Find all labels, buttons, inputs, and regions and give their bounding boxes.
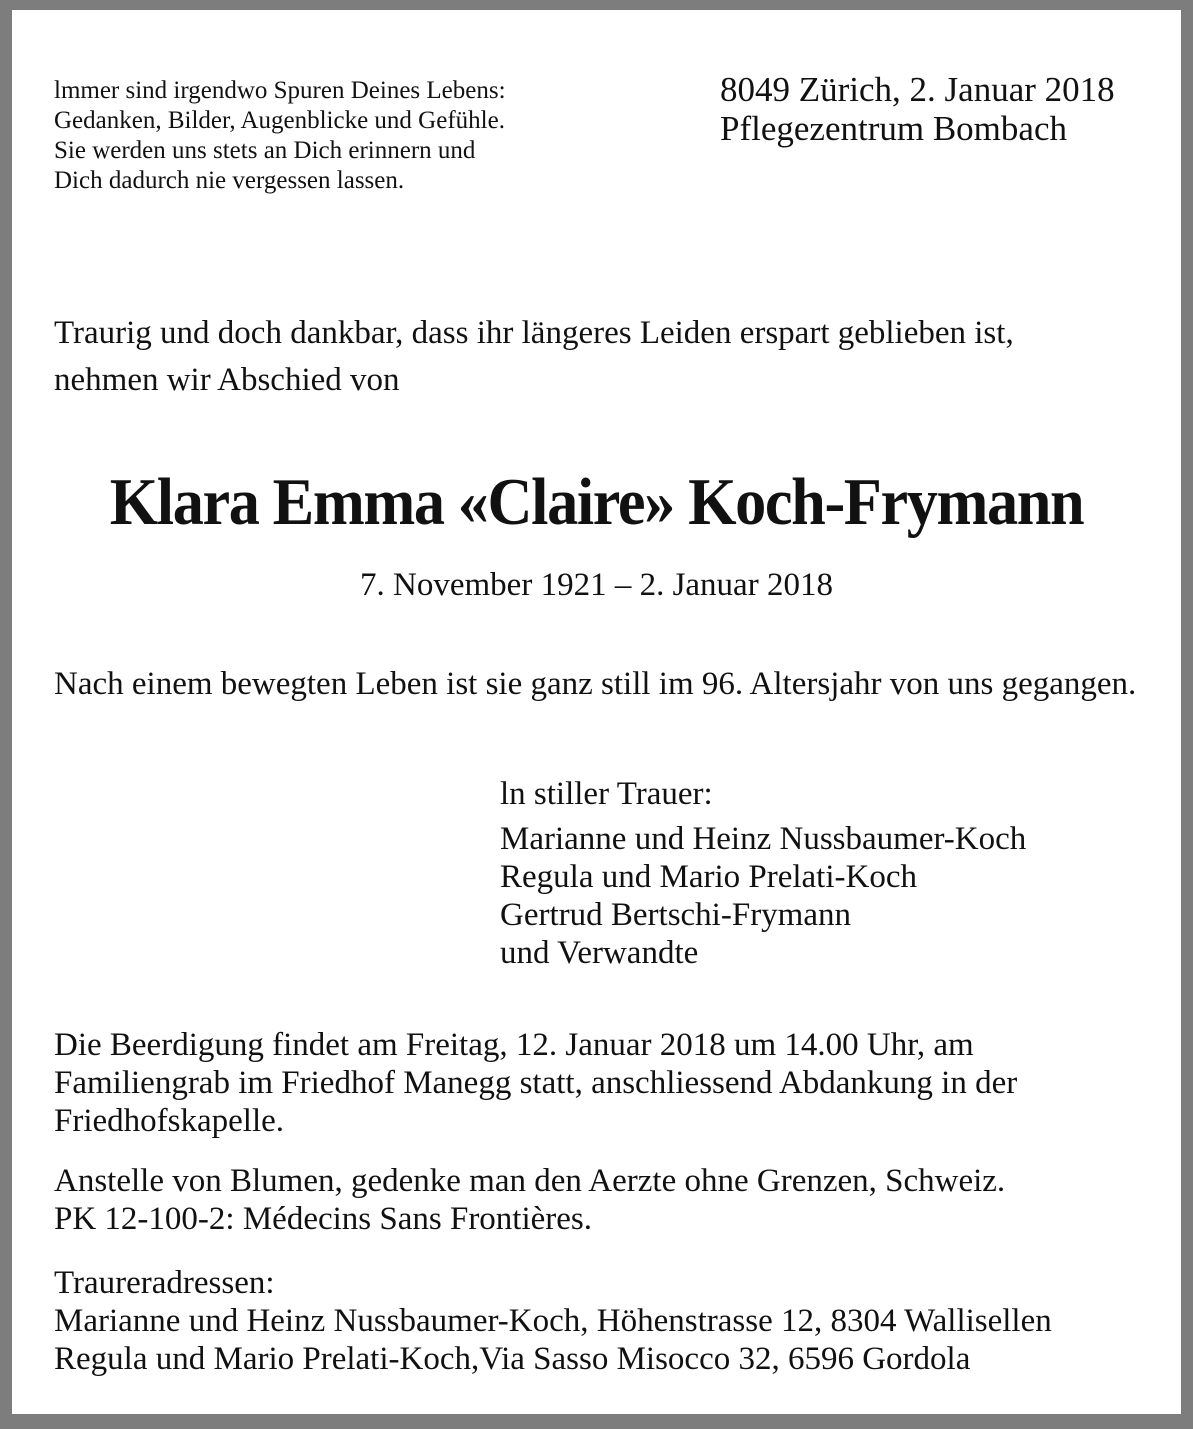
donation-notice	[54, 1162, 1149, 1238]
condolence-addresses	[54, 1264, 1052, 1378]
address-line: Marianne und Heinz Nussbaumer-Koch, Höhenstrasse 12, 8304 Wallisellen	[54, 1303, 1052, 1339]
life-dates: 7. November 1921 – 2. Januar 2018	[360, 567, 833, 603]
life-text: Nach einem bewegten Leben ist sie ganz still im 96. Altersjahr von uns gegangen.	[54, 666, 1137, 702]
poem-line: Dich dadurch nie vergessen lassen.	[54, 167, 405, 194]
obituary-notice	[12, 10, 1181, 1414]
place-date-line: 8049 Zürich, 2. Januar 2018	[720, 70, 1115, 109]
intro-line: Traurig und doch dankbar, dass ihr längeres Leiden erspart geblieben ist,	[54, 315, 1014, 351]
place-and-date	[720, 70, 1115, 148]
mourner-name: und Verwandte	[500, 935, 699, 971]
donation-line: PK 12-100-2: Médecins Sans Frontières.	[54, 1201, 593, 1237]
donation-line: Anstelle von Blumen, gedenke man den Aerzte ohne Grenzen, Schweiz.	[54, 1163, 1006, 1199]
address-line: Regula und Mario Prelati-Koch,Via Sasso Misocco 32, 6596 Gordola	[54, 1341, 971, 1377]
funeral-details: Die Beerdigung findet am Freitag, 12. Januar 2018 um 14.00 Uhr, am Familiengrab im Friedhof Manegg statt, anschliessend Abdankung in der Friedhofskapelle.	[54, 1027, 1018, 1139]
mourner-name: Marianne und Heinz Nussbaumer-Koch	[500, 821, 1027, 857]
mourners-label: ln stiller Trauer:	[500, 776, 713, 812]
mourners-list	[500, 820, 1026, 972]
mourner-name: Regula und Mario Prelati-Koch	[500, 859, 917, 895]
intro-text	[54, 310, 1014, 404]
memorial-poem	[54, 76, 614, 196]
poem-line: Gedanken, Bilder, Augenblicke und Gefühle.	[54, 107, 505, 134]
deceased-name: Klara Emma «Claire» Koch-Frymann	[109, 465, 1084, 539]
mourner-name: Gertrud Bertschi-Frymann	[500, 897, 851, 933]
poem-line: lmmer sind irgendwo Spuren Deines Lebens:	[54, 77, 506, 104]
addresses-label: Traureradressen:	[54, 1265, 275, 1301]
intro-line: nehmen wir Abschied von	[54, 362, 400, 398]
poem-line: Sie werden uns stets an Dich erinnern und	[54, 137, 476, 164]
care-home-line: Pflegezentrum Bombach	[720, 109, 1067, 148]
